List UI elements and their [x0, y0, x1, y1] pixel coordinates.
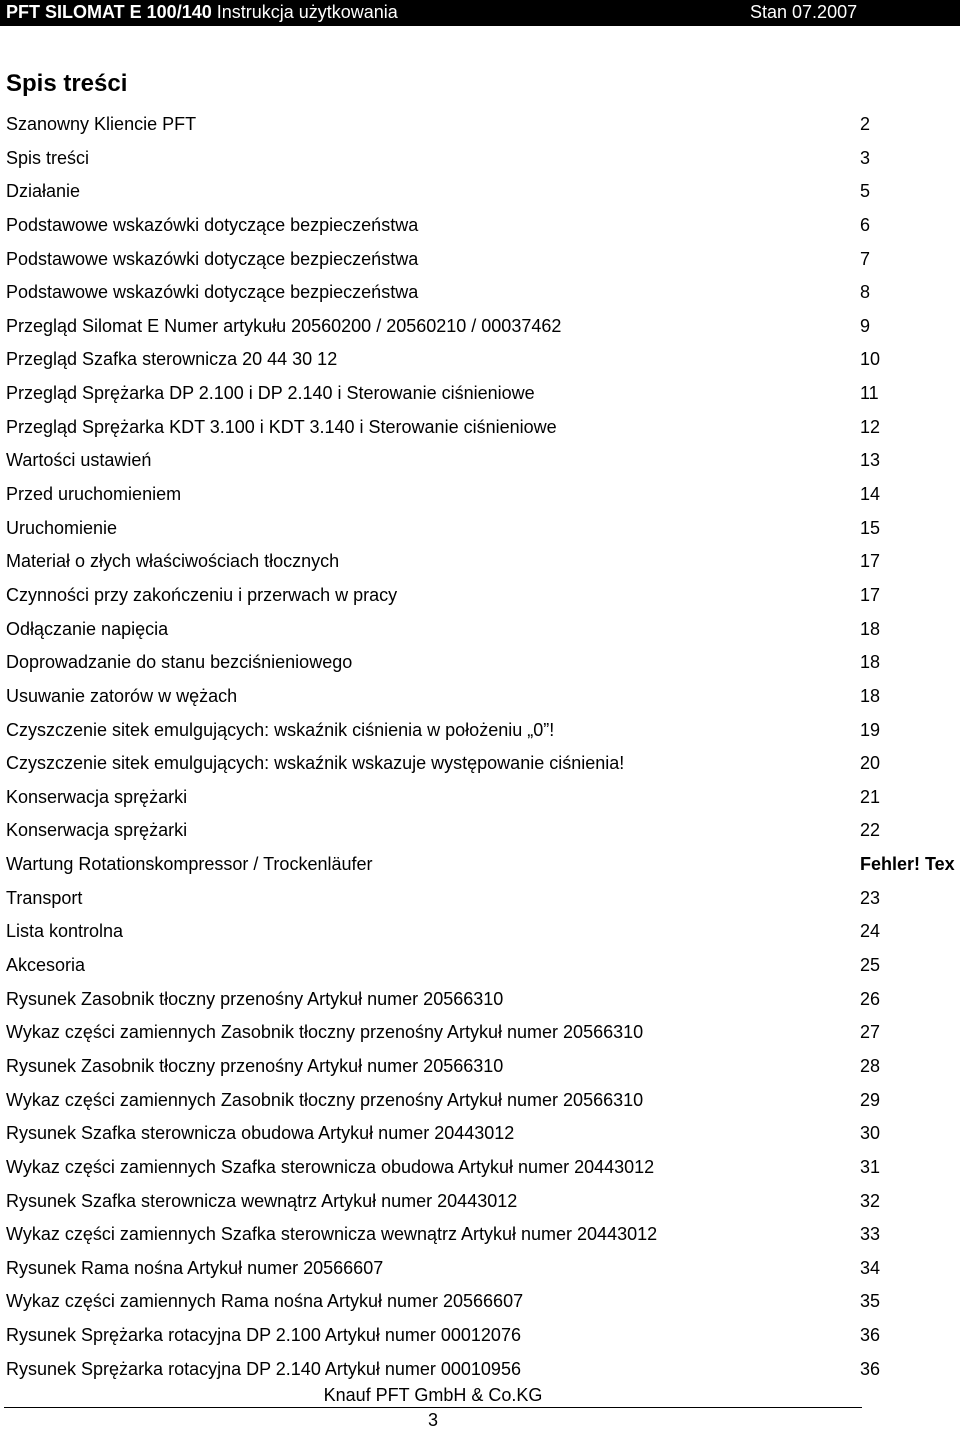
toc-entry-page: 24 — [860, 921, 881, 942]
toc-entry[interactable] — [0, 982, 960, 1016]
toc-entry-page: 2 — [860, 114, 871, 134]
toc-entry[interactable] — [0, 1284, 960, 1318]
toc-entry-page: 18 — [860, 618, 881, 639]
toc-entry[interactable] — [0, 1150, 960, 1184]
toc-entry-page: 3 — [860, 147, 871, 168]
toc-entry-title: Rysunek Sprężarka rotacyjna DP 2.100 Artykuł numer 00012076 — [6, 1325, 521, 1346]
toc-entry-title: Rysunek Szafka sterownicza wewnątrz Artykuł numer 20443012 — [6, 1190, 518, 1211]
toc-entry-title: Rysunek Rama nośna Artykuł numer 20566607 — [6, 1257, 384, 1278]
toc-entry-title: Rysunek Sprężarka rotacyjna DP 2.140 Artykuł numer 00010956 — [6, 1358, 521, 1379]
document-date: Stan 07.2007 — [750, 2, 858, 22]
toc-entry-title: Wartung Rotationskompressor / Trockenläufer — [6, 854, 373, 875]
toc-entry[interactable] — [0, 881, 960, 915]
toc-entry-title: Usuwanie zatorów w wężach — [6, 685, 238, 706]
footer-company: Knauf PFT GmbH & Co.KG — [323, 1385, 543, 1405]
footer-page-number: 3 — [427, 1410, 438, 1430]
toc-entry[interactable] — [0, 242, 960, 276]
toc-entry-page: 21 — [860, 786, 881, 807]
toc-entry[interactable] — [0, 511, 960, 545]
toc-entry[interactable] — [0, 679, 960, 713]
toc-entry[interactable] — [0, 1083, 960, 1117]
toc-entry-title: Lista kontrolna — [6, 921, 124, 942]
toc-entry-page: 32 — [860, 1190, 881, 1211]
toc-entry-page: 36 — [860, 1358, 881, 1379]
toc-entry[interactable] — [0, 914, 960, 948]
toc-entry-page: 35 — [860, 1291, 881, 1312]
toc-entry[interactable] — [0, 1318, 960, 1352]
toc-entry[interactable] — [0, 477, 960, 511]
toc-entry-title: Podstawowe wskazówki dotyczące bezpieczeństwa — [6, 214, 419, 235]
toc-entry[interactable] — [0, 1251, 960, 1285]
toc-entry-title: Czyszczenie sitek emulgujących: wskaźnik ciśnienia w położeniu „0”! — [6, 719, 555, 740]
toc-entry-page: 27 — [860, 1022, 881, 1043]
toc-entry-title: Przegląd Silomat E Numer artykułu 20560200 / 20560210 / 00037462 — [6, 315, 562, 336]
toc-entry-title: Czynności przy zakończeniu i przerwach w pracy — [6, 584, 398, 605]
toc-entry-page: 30 — [860, 1123, 881, 1144]
toc-entry[interactable] — [0, 410, 960, 444]
page-header — [0, 0, 960, 26]
toc-entry-title: Przed uruchomieniem — [6, 484, 182, 505]
toc-entry-title: Czyszczenie sitek emulgujących: wskaźnik wskazuje występowanie ciśnienia! — [6, 753, 625, 774]
toc-entry-title: Wykaz części zamiennych Szafka sterownicza obudowa Artykuł numer 20443012 — [6, 1156, 655, 1177]
toc-entry-title: Wartości ustawień — [6, 450, 152, 471]
toc-entry-page: 19 — [860, 719, 881, 740]
toc-entry[interactable] — [0, 1352, 960, 1386]
toc-entry-title: Wykaz części zamiennych Szafka sterownicza wewnątrz Artykuł numer 20443012 — [6, 1224, 658, 1245]
toc-entry-page: 25 — [860, 955, 881, 976]
toc-entry[interactable] — [0, 275, 960, 309]
toc-entry[interactable] — [0, 612, 960, 646]
toc-entry[interactable] — [0, 578, 960, 612]
document-title-product: PFT SILOMAT E 100/140 — [6, 2, 212, 22]
toc-entry-title: Odłączanie napięcia — [6, 618, 169, 639]
toc-entry-title: Podstawowe wskazówki dotyczące bezpieczeństwa — [6, 282, 419, 303]
toc-entry-page: 18 — [860, 652, 881, 673]
toc-entry-title: Szanowny Kliencie PFT — [6, 114, 197, 134]
toc-entry-title: Przegląd Sprężarka KDT 3.100 i KDT 3.140 i Sterowanie ciśnieniowe — [6, 416, 557, 437]
toc-entry-title: Spis treści — [6, 147, 90, 168]
toc-entry-title: Rysunek Szafka sterownicza obudowa Artykuł numer 20443012 — [6, 1123, 515, 1144]
toc-entry[interactable] — [0, 208, 960, 242]
toc-entry[interactable] — [0, 1217, 960, 1251]
toc-entry-page: 29 — [860, 1089, 881, 1110]
toc-entry-title: Działanie — [6, 181, 81, 202]
toc-entry-page: 7 — [860, 248, 871, 269]
toc-entry-title: Transport — [6, 887, 83, 908]
toc-entry[interactable] — [0, 746, 960, 780]
toc-entry[interactable] — [0, 813, 960, 847]
toc-entry[interactable] — [0, 1184, 960, 1218]
toc-entry-title: Przegląd Sprężarka DP 2.100 i DP 2.140 i Sterowanie ciśnieniowe — [6, 383, 535, 404]
toc-entry-title: Wykaz części zamiennych Rama nośna Artykuł numer 20566607 — [6, 1291, 524, 1312]
document-title-subtitle: Instrukcja użytkowania — [211, 2, 398, 22]
toc-entry[interactable] — [0, 376, 960, 410]
toc-entry-title: Konserwacja sprężarki — [6, 786, 188, 807]
toc-entry[interactable] — [0, 713, 960, 747]
toc-entry-page: 9 — [860, 315, 871, 336]
toc-entry-page: 18 — [860, 685, 881, 706]
toc-entry[interactable] — [0, 309, 960, 343]
toc-entry-page: 22 — [860, 820, 881, 841]
toc-entry-title: Doprowadzanie do stanu bezciśnieniowego — [6, 652, 353, 673]
toc-entry[interactable] — [0, 107, 960, 141]
toc-entry-page: 20 — [860, 753, 881, 774]
toc-entry-page: 31 — [860, 1156, 881, 1177]
toc-entry[interactable] — [0, 645, 960, 679]
toc-entry[interactable] — [0, 1015, 960, 1049]
toc-entry[interactable] — [0, 1116, 960, 1150]
toc-entry-title: Wykaz części zamiennych Zasobnik tłoczny przenośny Artykuł numer 20566310 — [6, 1089, 644, 1110]
toc-entry-page: 28 — [860, 1055, 881, 1076]
toc-entry[interactable] — [0, 342, 960, 376]
toc-entry-page: 33 — [860, 1224, 881, 1245]
toc-entry[interactable] — [0, 544, 960, 578]
toc-list — [0, 107, 960, 1385]
toc-entry-page: Fehler! Tex — [860, 854, 955, 875]
toc-heading: Spis treści — [6, 70, 128, 97]
toc-entry-page: 34 — [860, 1257, 881, 1278]
toc-entry[interactable] — [0, 174, 960, 208]
toc-entry-page: 11 — [860, 383, 879, 404]
footer-divider — [4, 1407, 862, 1408]
toc-entry[interactable] — [0, 780, 960, 814]
toc-entry-title: Akcesoria — [6, 955, 86, 976]
toc-entry-title: Wykaz części zamiennych Zasobnik tłoczny przenośny Artykuł numer 20566310 — [6, 1022, 644, 1043]
toc-entry-title: Podstawowe wskazówki dotyczące bezpieczeństwa — [6, 248, 419, 269]
toc-entry-page: 12 — [860, 416, 881, 437]
toc-entry-title: Rysunek Zasobnik tłoczny przenośny Artykuł numer 20566310 — [6, 1055, 504, 1076]
toc-entry-page: 17 — [860, 551, 881, 572]
toc-entry-title: Przegląd Szafka sterownicza 20 44 30 12 — [6, 349, 338, 370]
toc-entry-page: 14 — [860, 484, 881, 505]
toc-entry-page: 5 — [860, 181, 871, 202]
toc-entry-page: 17 — [860, 584, 881, 605]
toc-entry-page: 13 — [860, 450, 881, 471]
document-title — [6, 1, 398, 23]
toc-entry-page: 36 — [860, 1325, 881, 1346]
toc-entry-title: Rysunek Zasobnik tłoczny przenośny Artykuł numer 20566310 — [6, 988, 504, 1009]
toc-entry[interactable] — [0, 443, 960, 477]
toc-entry-title: Materiał o złych właściwościach tłocznych — [6, 551, 340, 572]
toc-entry[interactable] — [0, 1049, 960, 1083]
toc-entry-page: 6 — [860, 214, 871, 235]
toc-entry-page: 23 — [860, 887, 881, 908]
toc-entry-page: 15 — [860, 517, 881, 538]
toc-entry-page: 10 — [860, 349, 881, 370]
toc-entry[interactable] — [0, 948, 960, 982]
toc-entry-page: 8 — [860, 282, 871, 303]
toc-entry-title: Konserwacja sprężarki — [6, 820, 188, 841]
toc-entry[interactable] — [0, 141, 960, 175]
toc-entry-page: 26 — [860, 988, 881, 1009]
toc-entry[interactable] — [0, 847, 960, 881]
toc-entry-title: Uruchomienie — [6, 517, 118, 538]
